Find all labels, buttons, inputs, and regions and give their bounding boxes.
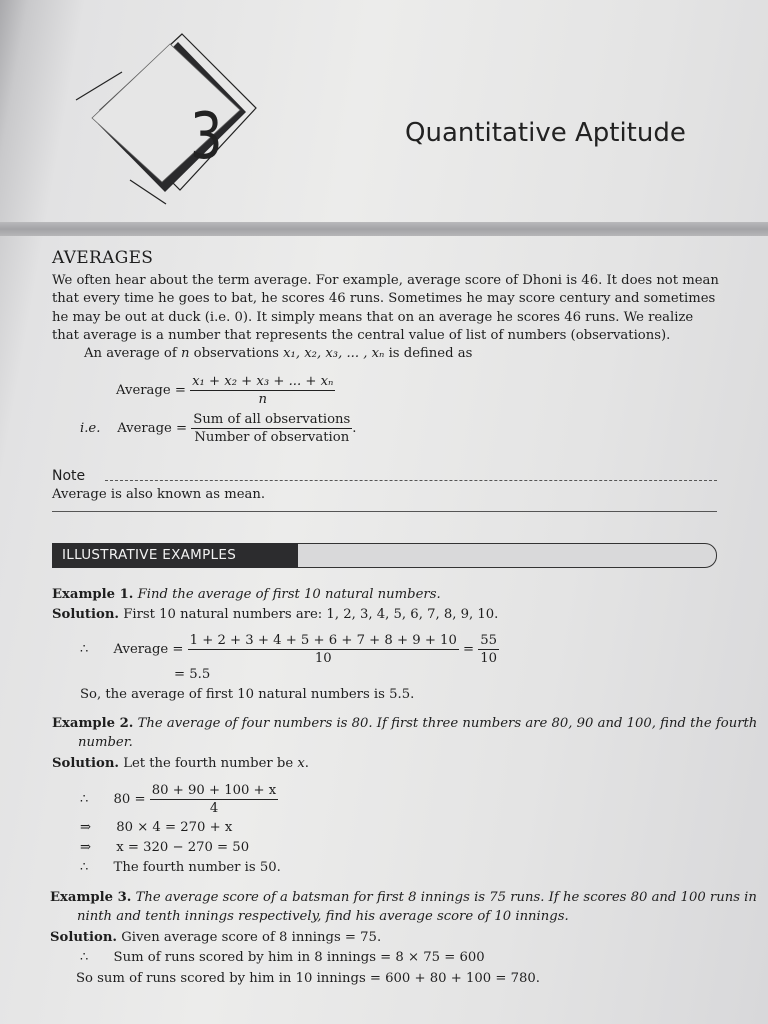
example2-step3-text: x = 320 − 270 = 50 — [116, 840, 250, 855]
example2-solution — [52, 756, 309, 771]
example2-step1-denominator: 4 — [209, 801, 219, 816]
formula1-denominator: n — [258, 392, 267, 407]
therefore-symbol: ∴ — [80, 950, 89, 965]
example2-step4 — [80, 860, 281, 875]
average-word-formula — [80, 412, 357, 445]
example1-avg-lhs: Average = — [113, 642, 188, 657]
example3-question-line1: The average score of a batsman for first 8 innings is 75 runs. If he scores 80 and 100 runs in — [135, 890, 757, 905]
formula2-numerator: Sum of all observations — [193, 412, 351, 427]
chapter-badge — [70, 30, 260, 210]
formula1-numerator: x₁ + x₂ + x₃ + ... + xₙ — [192, 374, 334, 389]
example3-step1-text: Sum of runs scored by him in 8 innings = 8 × 75 = 600 — [113, 950, 485, 965]
example1-solution-text: First 10 natural numbers are: 1, 2, 3, 4, 5, 6, 7, 8, 9, 10. — [123, 607, 499, 622]
example2-question — [52, 716, 757, 731]
note-text: Average is also known as mean. — [52, 487, 266, 502]
formula2-end: . — [352, 421, 357, 436]
example2-step2 — [80, 820, 232, 835]
chapter-title: Quantitative Aptitude — [405, 118, 686, 148]
therefore-symbol: ∴ — [80, 860, 89, 875]
examples-title: ILLUSTRATIVE EXAMPLES — [52, 543, 298, 568]
formula1-lhs: Average = — [116, 383, 191, 398]
formula2-denominator: Number of observation — [194, 430, 350, 445]
example2-label: Example 2. — [52, 716, 134, 731]
example2-step3 — [80, 840, 249, 855]
example2-question-line1: The average of four numbers is 80. If first three numbers are 80, 90 and 100, find the fourth — [137, 716, 758, 731]
definition-list: x₁, x₂, x₃, ... , xₙ — [283, 346, 385, 361]
example1-result-numerator: 55 — [480, 633, 498, 648]
therefore-symbol: ∴ — [80, 792, 89, 807]
example2-step2-text: 80 × 4 = 270 + x — [116, 820, 233, 835]
example1-equals: = — [458, 642, 479, 657]
average-formula — [116, 374, 335, 407]
header-band — [0, 222, 768, 236]
formula2-lhs: Average = — [117, 421, 192, 436]
example2-question-line2: number. — [78, 735, 133, 750]
implies-symbol: ⇒ — [80, 820, 92, 835]
example1-result-denominator: 10 — [480, 651, 498, 666]
example2-solution-label: Solution. — [52, 756, 119, 771]
example1-question — [52, 587, 441, 602]
definition-prefix: An average of — [84, 346, 181, 361]
example2-step1-fraction — [150, 783, 278, 816]
definition-suffix: is defined as — [384, 346, 473, 361]
formula1-fraction — [190, 374, 335, 407]
example2-step1-lhs: 80 = — [113, 792, 150, 807]
chapter-number: 3 — [190, 100, 223, 174]
example1-average-equation — [80, 633, 499, 666]
example1-question-text: Find the average of first 10 natural numbers. — [137, 587, 441, 602]
example1-label: Example 1. — [52, 587, 134, 602]
example3-label: Example 3. — [50, 890, 132, 905]
formula2-fraction — [191, 412, 352, 445]
example2-solution-text: Let the fourth number be — [123, 756, 298, 771]
note-label: Note — [52, 468, 86, 484]
example1-conclusion: So, the average of first 10 natural numbers is 5.5. — [80, 687, 415, 702]
formula2-ie: i.e. — [80, 421, 101, 436]
example2-step1-numerator: 80 + 90 + 100 + x — [151, 783, 277, 798]
example2-solution-end: . — [304, 756, 309, 771]
example3-solution — [50, 930, 381, 945]
example3-question — [50, 890, 757, 905]
example1-result: = 5.5 — [174, 667, 211, 682]
example1-fraction-result — [478, 633, 499, 666]
definition-line — [84, 346, 472, 361]
intro-paragraph: We often hear about the term average. For example, average score of Dhoni is 46. It does not mean that every time he goes to bat, he scores 46 runs. Sometimes he may score century and sometimes he may be out at duck (i.e. 0). It simply means that on an average he scores 46 runs. We realize that average is a number that represents the central value of list of numbers (observations). — [52, 273, 719, 343]
example2-step1 — [80, 783, 278, 816]
section-heading: AVERAGES — [52, 248, 154, 268]
definition-mid: observations — [189, 346, 284, 361]
example3-step1 — [80, 950, 485, 965]
therefore-symbol: ∴ — [80, 642, 89, 657]
example1-solution-label: Solution. — [52, 607, 119, 622]
example3-solution-text: Given average score of 8 innings = 75. — [121, 930, 382, 945]
note-bottom-rule — [52, 511, 717, 512]
definition-var: n — [180, 346, 190, 361]
example1-sum-numerator: 1 + 2 + 3 + 4 + 5 + 6 + 7 + 8 + 9 + 10 — [189, 633, 457, 648]
example3-question-line2: ninth and tenth innings respectively, find his average score of 10 innings. — [77, 909, 569, 924]
chapter-badge-graphic — [70, 30, 260, 210]
example3-step2: So sum of runs scored by him in 10 innings = 600 + 80 + 100 = 780. — [76, 971, 540, 986]
example1-solution — [52, 607, 498, 622]
example2-solution-var: x — [297, 756, 305, 771]
example1-sum-denominator: 10 — [314, 651, 332, 666]
note-divider — [105, 480, 717, 481]
example2-step4-text: The fourth number is 50. — [113, 860, 281, 875]
implies-symbol: ⇒ — [80, 840, 92, 855]
example3-solution-label: Solution. — [50, 930, 117, 945]
example1-fraction-sum — [188, 633, 459, 666]
